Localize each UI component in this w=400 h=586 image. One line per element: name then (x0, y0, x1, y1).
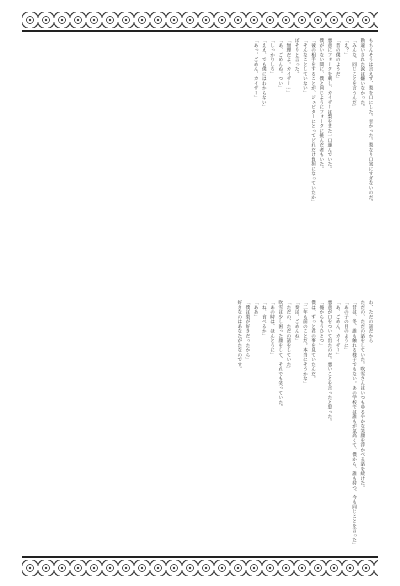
text-line: 「昔の僕のようだ」 (335, 38, 341, 81)
text-line: 「そんなことしていない」 (302, 38, 308, 95)
text-line: 「え？」 (343, 38, 349, 57)
text-line: 「僕は梨が好きだったから」 (244, 300, 250, 362)
text-line: ただの、ただの話をしていた。吹雪さんはいつもゆるやかな笑顔を浮かべる話を続けた。 (359, 300, 365, 490)
text-line: 吹雪は少し困った顔をして、それでも笑っていた。 (277, 300, 283, 410)
text-line: もちんそうは言えず、梨を口にした。甘かった。梨なり口実にすぎないのだ。 (368, 38, 373, 205)
text-line: 「奏は、ごめんね」 (294, 300, 300, 343)
text-line: 「彼の相手をすることが、ジュピターにとってどれだけ負担になっていたか」 (310, 38, 316, 205)
text-line: 「俺からもうひとつ」 (318, 300, 324, 348)
text-line: わ、ただの話だから (368, 300, 373, 343)
text-line: 「二年も前のことだ。本当にそうかな」 (302, 300, 308, 386)
text-line: 僕は、ずっと君の事を見ていたんだ。 (310, 300, 316, 381)
bottom-lace-ornament (22, 560, 378, 576)
text-line: 「あの時は、ほんとうに」 (269, 300, 275, 357)
upper-text-block (44, 38, 374, 278)
text-line: 悪意にフォークを刺し、カイザーは梨をまた一口運んでいた。 (326, 38, 332, 171)
text-line: 「ね、食べるか」 (261, 300, 267, 338)
text-line: 「あ、ごめん、カイザー」 (335, 300, 341, 357)
text-line: 「しっかりしろ」 (269, 38, 275, 76)
top-lace-ornament (22, 12, 378, 28)
text-line: 「昔は、冬、誰も触れる様子でもない。あの学校では誰もが気高くて、僕から、誰も持つ、今も同じことを言った」 (351, 300, 357, 547)
text-line: 「ただの、ただの話をしていた」 (285, 300, 291, 372)
text-line: 悪意が口をついて出たのだ。悪いことを言ったと思った。 (326, 300, 332, 424)
text-line: 僕がいない間に、僕と同じようにフォークに挑んだ者もいた。 (318, 38, 324, 171)
text-line: 勘違いされた涙は嫌いなかった。 (359, 38, 365, 110)
text-line: 好きなのはあなたがたなのです。 (236, 300, 242, 372)
text-line: 「みんな、同じことを言うんだ」 (351, 38, 357, 110)
top-border-line (22, 30, 378, 32)
text-line: 「あの子の目のように」 (343, 300, 349, 353)
bottom-border-line (22, 556, 378, 558)
text-line: 「あ、ごめんね。つい」 (277, 38, 283, 91)
text-line: 「ええ、でも僕にはわからない」 (261, 38, 267, 110)
text-line: 「ああ」 (253, 300, 259, 319)
text-line: 「無理だよ。カイザー…」 (285, 38, 291, 96)
text-line: ぼそりと言った。 (294, 38, 300, 76)
text-line: 「あっ、ごめん、カイザー」 (253, 38, 259, 100)
lower-text-block (44, 300, 374, 548)
